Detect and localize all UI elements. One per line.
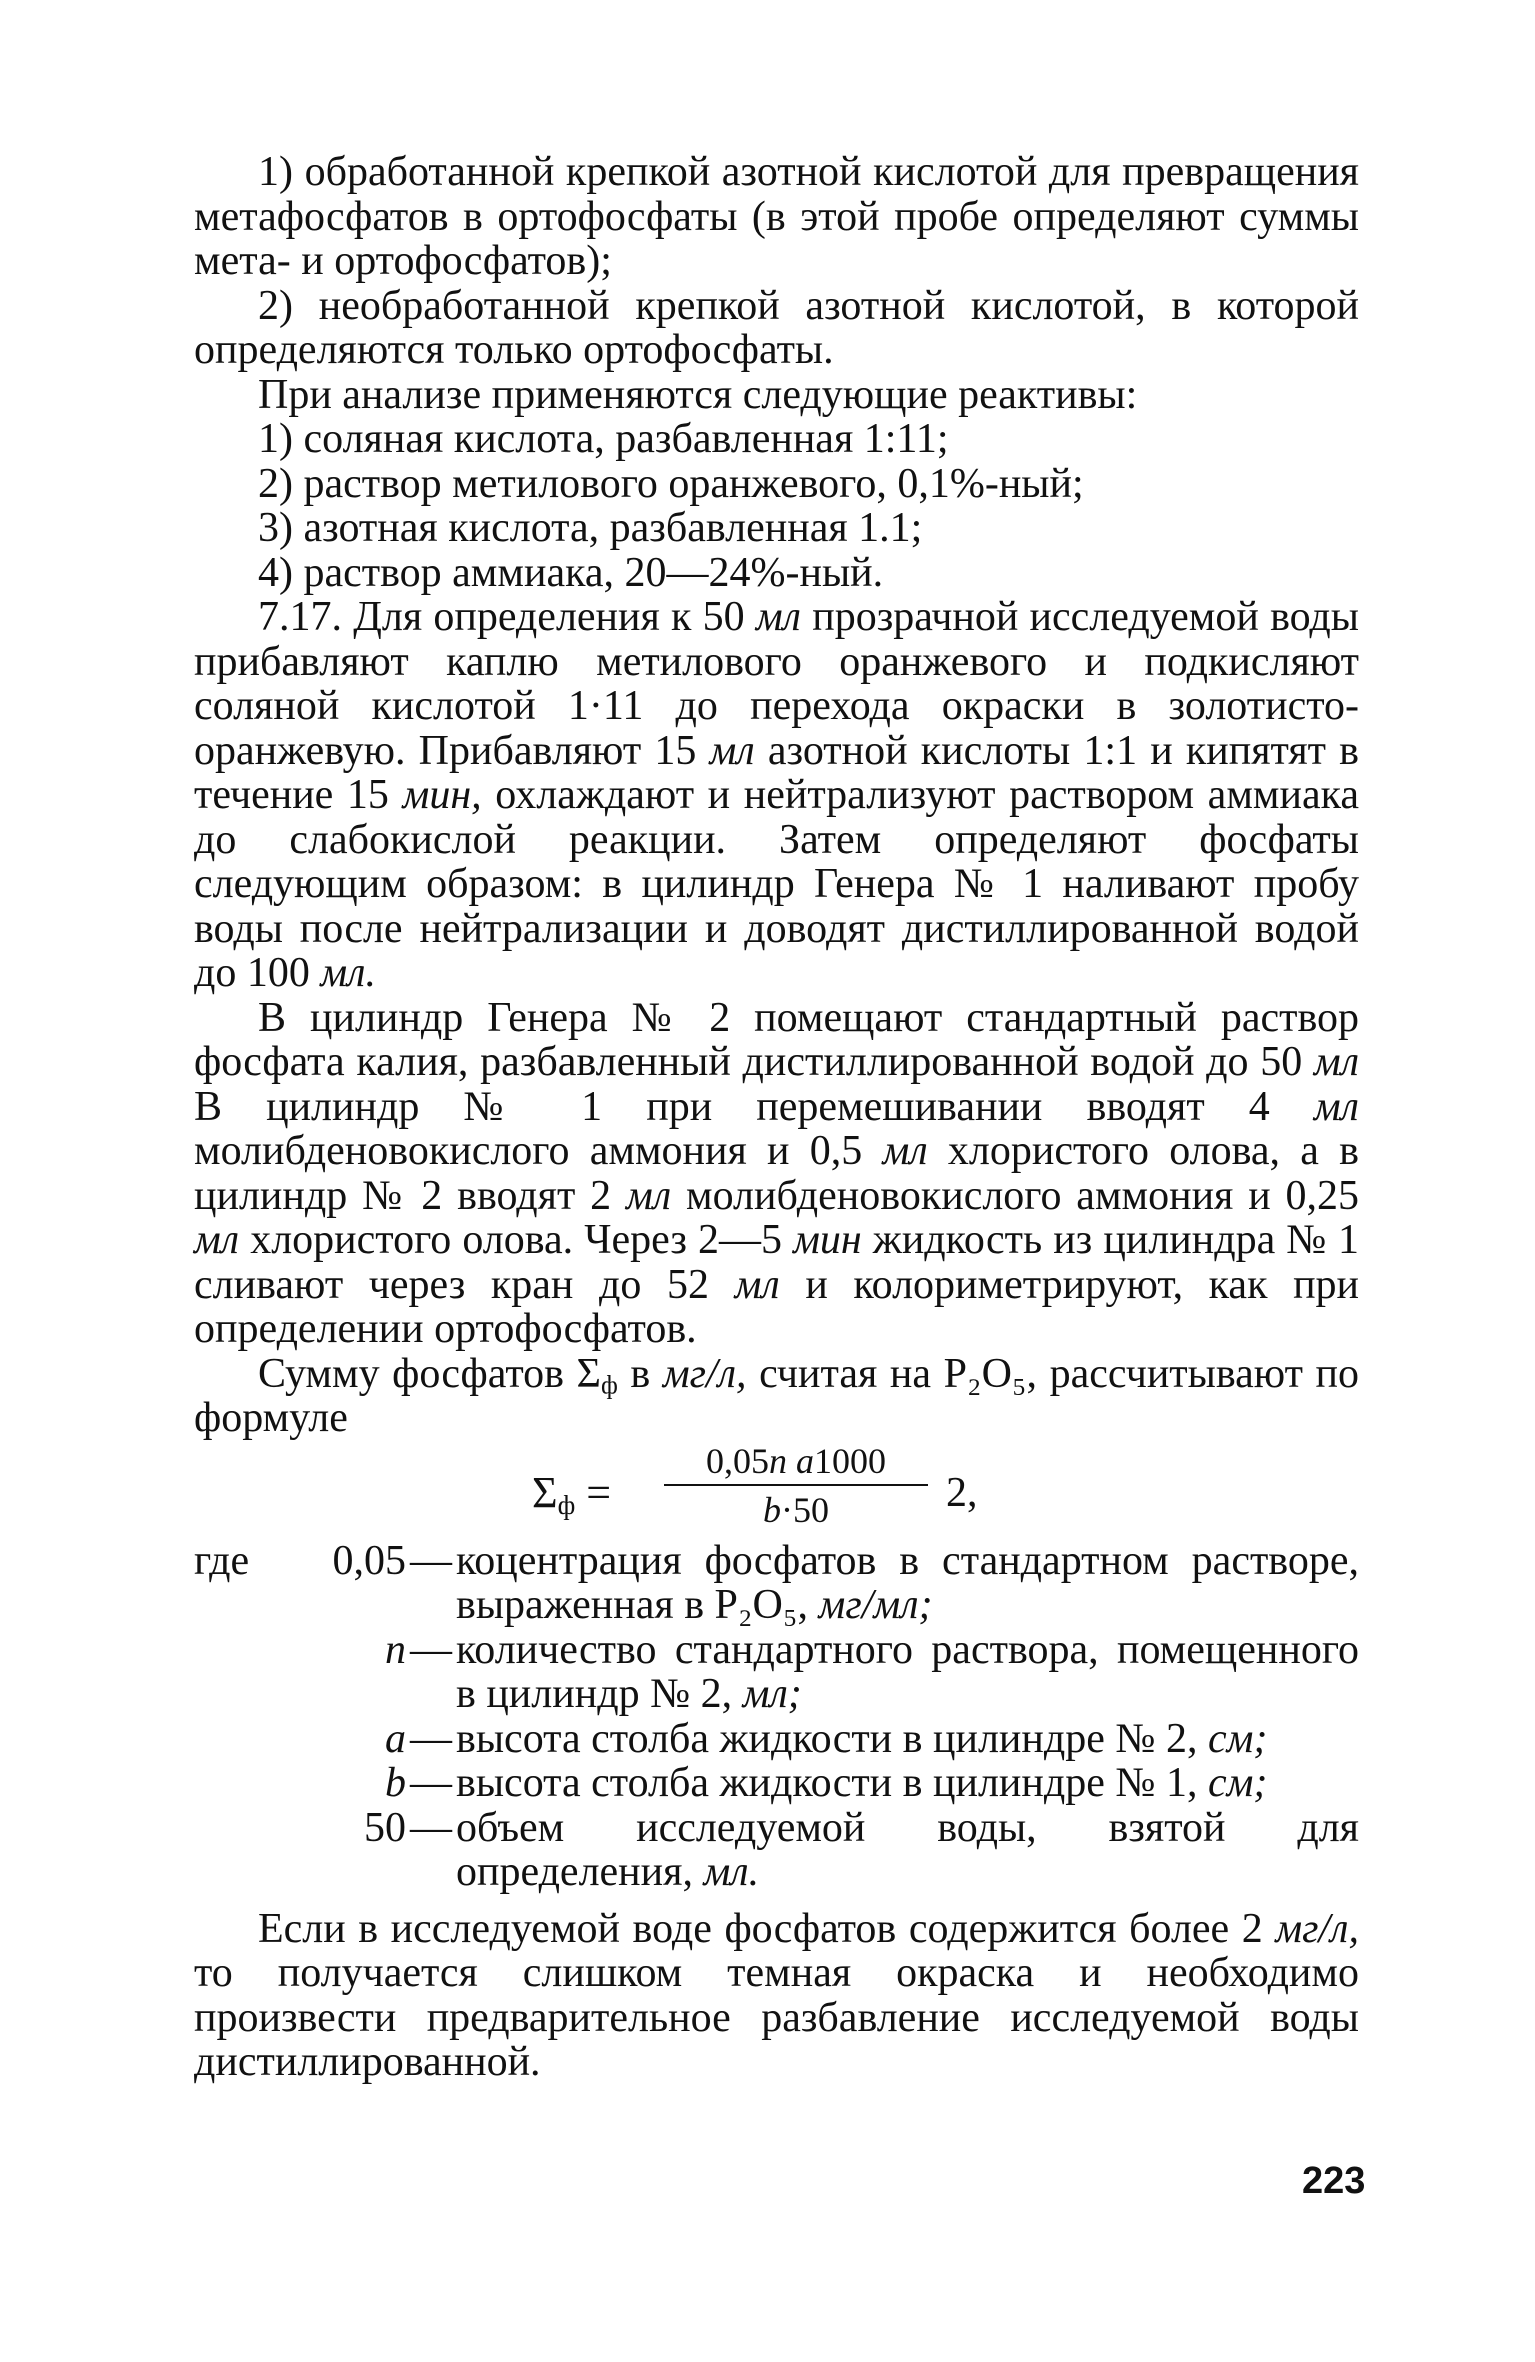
reagents-intro: При анализе применяются следующие реактивы: [258,371,1138,418]
reagent-item: 2) раствор метилового оранжевого, 0,1%-ный; [258,460,1084,507]
paragraph-sum: Сумму фосфатов $\Sigma_ф$ в мг/л, считая на P₂O₅, рассчитывают по формуле [194,1350,1360,1441]
formula-numerator: 0,05n a1000 [706,1440,886,1481]
definitions-list [194,1539,1359,1895]
formula-lhs: $\Sigma_ф$ = [532,1467,612,1520]
fraction-bar [664,1484,928,1486]
formula-rhs: 2, [946,1469,978,1516]
paragraph-cylinder-2: В цилиндр Генера № 2 помещают стандартный раствор фосфата калия, разбавленный дистиллированной водой до 50 мл В цилиндр № 1 при перемешивании вводят 4 мл молибденовокислого аммония и 0,5 мл хлористого олова, а в цилиндр № 2 вводят 2 мл молибденовокислого аммония и 0,25 мл хлористого олова. Через 2—5 мин жидкость из цилиндра № 1 сливают через кран до 52 мл и колориметрируют, как при определении ортофосфатов. [194,994,1360,1352]
formula [194,1441,1359,1533]
paragraph-last: Если в исследуемой воде фосфатов содержится более 2 мг/л, то получается слишком темная окраска и необходимо произвести предварительное разбавление исследуемой воды дистиллированной. [194,1905,1359,2085]
section-number: 7.17. [258,594,342,640]
definition-item: где 0,05 — коцентрация фосфатов в стандартном растворе, выраженная в P₂O₅, мг/мл; [194,1537,1359,1628]
definition-item: n — количество стандартного раствора, помещенного в цилиндр № 2, мл; [385,1626,1359,1717]
definition-item: a — высота столба жидкости в цилиндре № 2, см; [385,1715,1268,1762]
formula-fraction [664,1441,928,1530]
reagent-item: 3) азотная кислота, разбавленная 1.1; [258,505,923,551]
formula-denominator: b·50 [763,1489,829,1530]
paragraph-item-1: 1) обработанной крепкой азотной кислотой для превращения метафосфатов в ортофосфаты (в этой пробе определяют суммы мета- и ортофосфатов); [194,149,1359,284]
page-body [194,150,1359,2085]
definition-item: 50 — объем исследуемой воды, взятой для определения, мл. [364,1804,1359,1895]
reagent-item: 1) соляная кислота, разбавленная 1:11; [258,416,949,462]
page-number: 223 [1302,2160,1366,2202]
paragraph-item-2: 2) необработанной крепкой азотной кислотой, в которой определяются только ортофосфаты. [194,282,1359,373]
definition-item: b — высота столба жидкости в цилиндре № 1, см; [385,1760,1268,1806]
reagent-item: 4) раствор аммиака, 20—24%-ный. [258,549,884,596]
section-7-17: 7.17. Для определения к 50 мл прозрачной исследуемой воды прибавляют каплю метилового оранжевого и подкисляют соляной кислотой 1·11 до перехода окраски в золотисто-оранжевую. Прибавляют 15 мл азотной кислоты 1:1 и кипятят в течение 15 мин, охлаждают и нейтрализуют раствором аммиака до слабокислой реакции. Затем определяют фосфаты следующим образом: в цилиндр Генера № 1 наливают пробу воды после нейтрализации и доводят дистиллированной водой до 100 мл. [194,594,1360,996]
